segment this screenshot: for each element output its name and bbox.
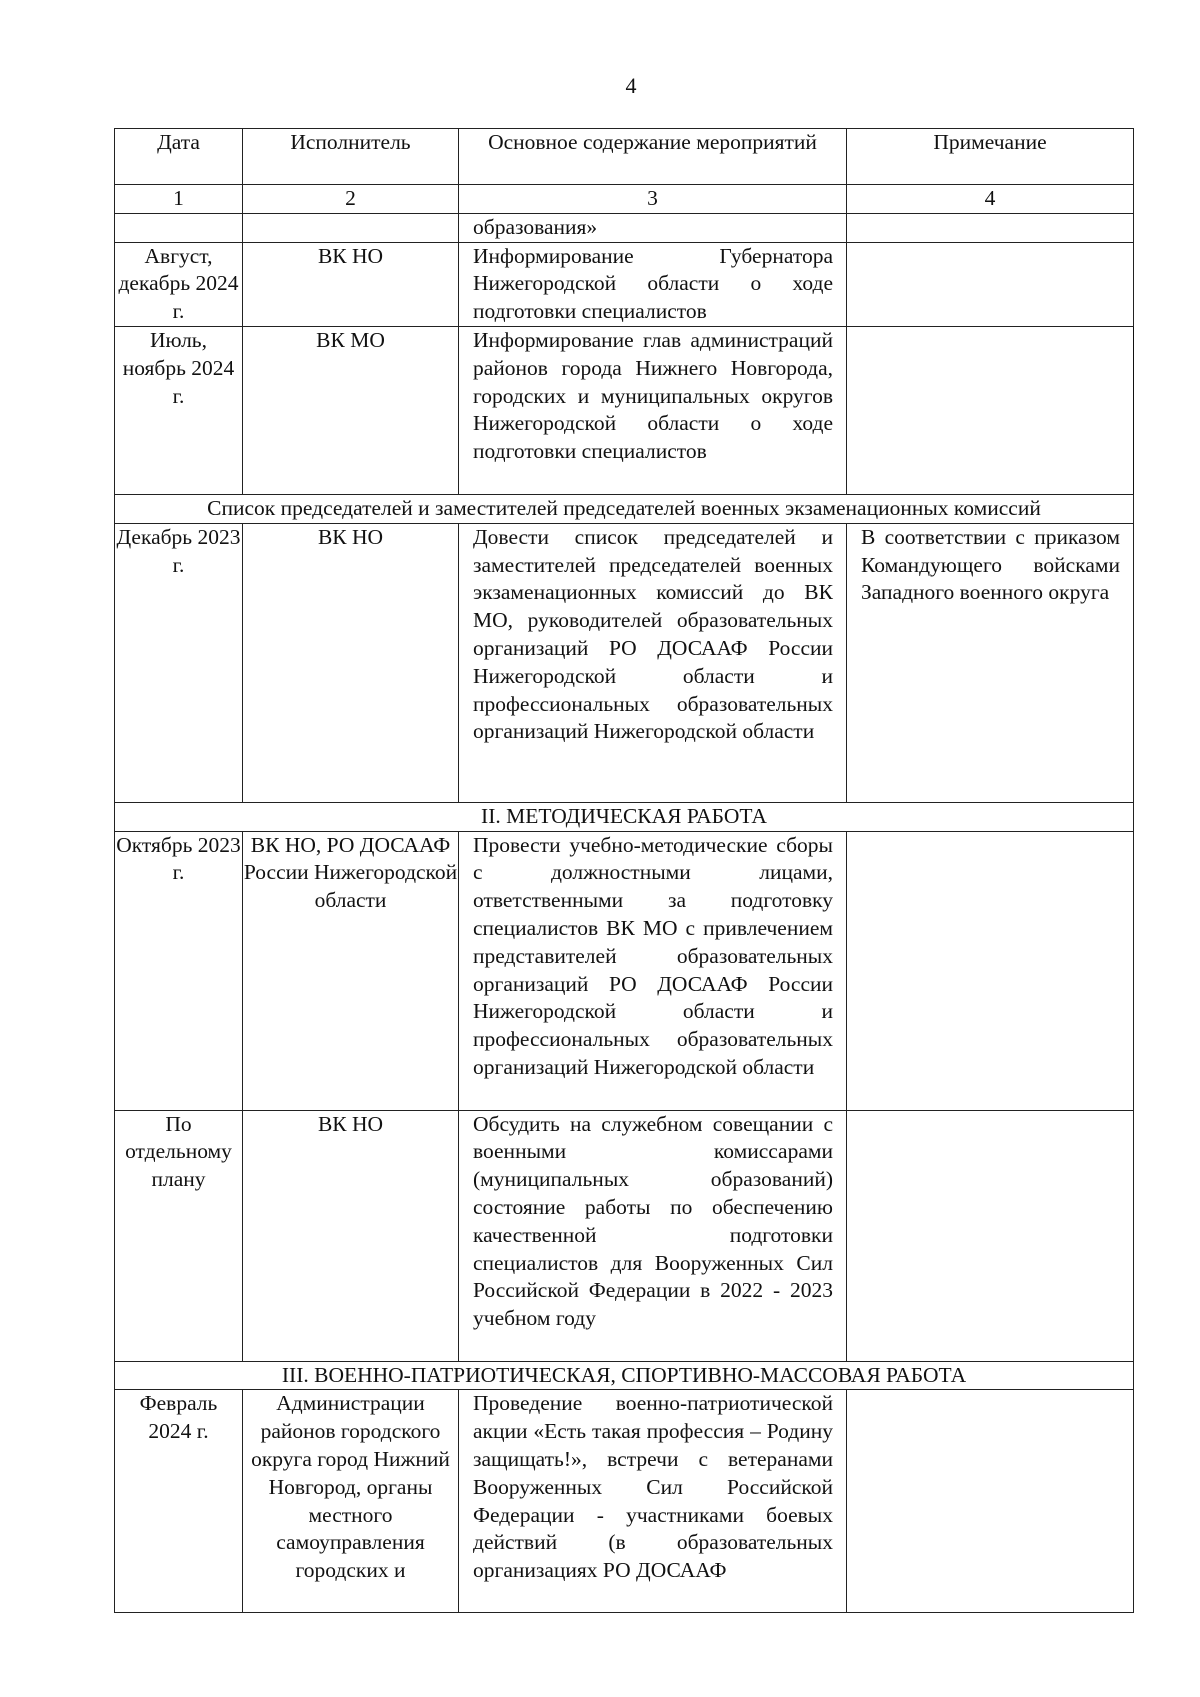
note-cell: В соответствии с приказом Командующего войсками Западного военного округа — [847, 523, 1134, 802]
table-row — [115, 242, 1134, 326]
content-cell: Провести учебно-методические сборы с должностными лицами, ответственными за подготовку специалистов ВК МО с привлечением представителей образовательных организаций РО ДОСААФ России Нижегородской области и профессиональных образовательных организаций Нижегородской области — [459, 831, 847, 1110]
date-cell: Февраль 2024 г. — [115, 1390, 243, 1613]
date-cell: Декабрь 2023 г. — [115, 523, 243, 802]
section-heading-row — [115, 1361, 1134, 1390]
event-plan-table — [114, 128, 1134, 1613]
section-chairs-heading: Список председателей и заместителей председателей военных экзаменационных комиссий — [115, 494, 1134, 523]
content-cell: Информирование Губернатора Нижегородской области о ходе подготовки специалистов — [459, 242, 847, 326]
page-number: 4 — [625, 73, 637, 98]
table-row-continuation — [115, 213, 1134, 242]
executor-cell — [243, 213, 459, 242]
section-heading-row — [115, 494, 1134, 523]
content-cell: образования» — [459, 213, 847, 242]
note-cell — [847, 831, 1134, 1110]
note-cell — [847, 326, 1134, 494]
note-cell — [847, 1110, 1134, 1361]
section-methodical-heading: II. МЕТОДИЧЕСКАЯ РАБОТА — [115, 802, 1134, 831]
table-row — [115, 523, 1134, 802]
header-content: Основное содержание мероприятий — [459, 129, 847, 185]
note-cell — [847, 242, 1134, 326]
date-cell: Август, декабрь 2024 г. — [115, 242, 243, 326]
date-cell: Июль, ноябрь 2024 г. — [115, 326, 243, 494]
table-row — [115, 831, 1134, 1110]
note-cell — [847, 213, 1134, 242]
table-row — [115, 326, 1134, 494]
date-cell: Октябрь 2023 г. — [115, 831, 243, 1110]
executor-cell: ВК НО — [243, 242, 459, 326]
column-number-3: 3 — [459, 185, 847, 214]
header-executor: Исполнитель — [243, 129, 459, 185]
table-row — [115, 1110, 1134, 1361]
content-cell: Довести список председателей и заместителей председателей военных экзаменационных комиссий до ВК МО, руководителей образовательных организаций РО ДОСААФ России Нижегородской области и профессиональных образовательных организаций Нижегородской области — [459, 523, 847, 802]
executor-cell: ВК НО — [243, 523, 459, 802]
column-number-4: 4 — [847, 185, 1134, 214]
header-note: Примечание — [847, 129, 1134, 185]
column-number-2: 2 — [243, 185, 459, 214]
section-patriotic-heading: III. ВОЕННО-ПАТРИОТИЧЕСКАЯ, СПОРТИВНО-МАССОВАЯ РАБОТА — [115, 1361, 1134, 1390]
date-cell — [115, 213, 243, 242]
note-cell — [847, 1390, 1134, 1613]
header-date: Дата — [115, 129, 243, 185]
content-cell: Обсудить на служебном совещании с военными комиссарами (муниципальных образований) состояние работы по обеспечению качественной подготовки специалистов для Вооруженных Сил Российской Федерации в 2022 - 2023 учебном году — [459, 1110, 847, 1361]
table-row — [115, 1390, 1134, 1613]
executor-cell: ВК НО — [243, 1110, 459, 1361]
date-cell: По отдельному плану — [115, 1110, 243, 1361]
executor-cell: ВК МО — [243, 326, 459, 494]
section-heading-row — [115, 802, 1134, 831]
executor-cell: Администрации районов городского округа город Нижний Новгород, органы местного самоуправления городских и — [243, 1390, 459, 1613]
column-number-row — [115, 185, 1134, 214]
content-cell: Информирование глав администраций районов города Нижнего Новгорода, городских и муниципальных округов Нижегородской области о ходе подготовки специалистов — [459, 326, 847, 494]
executor-cell: ВК НО, РО ДОСААФ России Нижегородской области — [243, 831, 459, 1110]
content-cell: Проведение военно-патриотической акции «Есть такая профессия – Родину защищать!», встречи с ветеранами Вооруженных Сил Российской Федерации - участниками боевых действий (в образовательных организациях РО ДОСААФ — [459, 1390, 847, 1613]
table-header-row — [115, 129, 1134, 185]
column-number-1: 1 — [115, 185, 243, 214]
